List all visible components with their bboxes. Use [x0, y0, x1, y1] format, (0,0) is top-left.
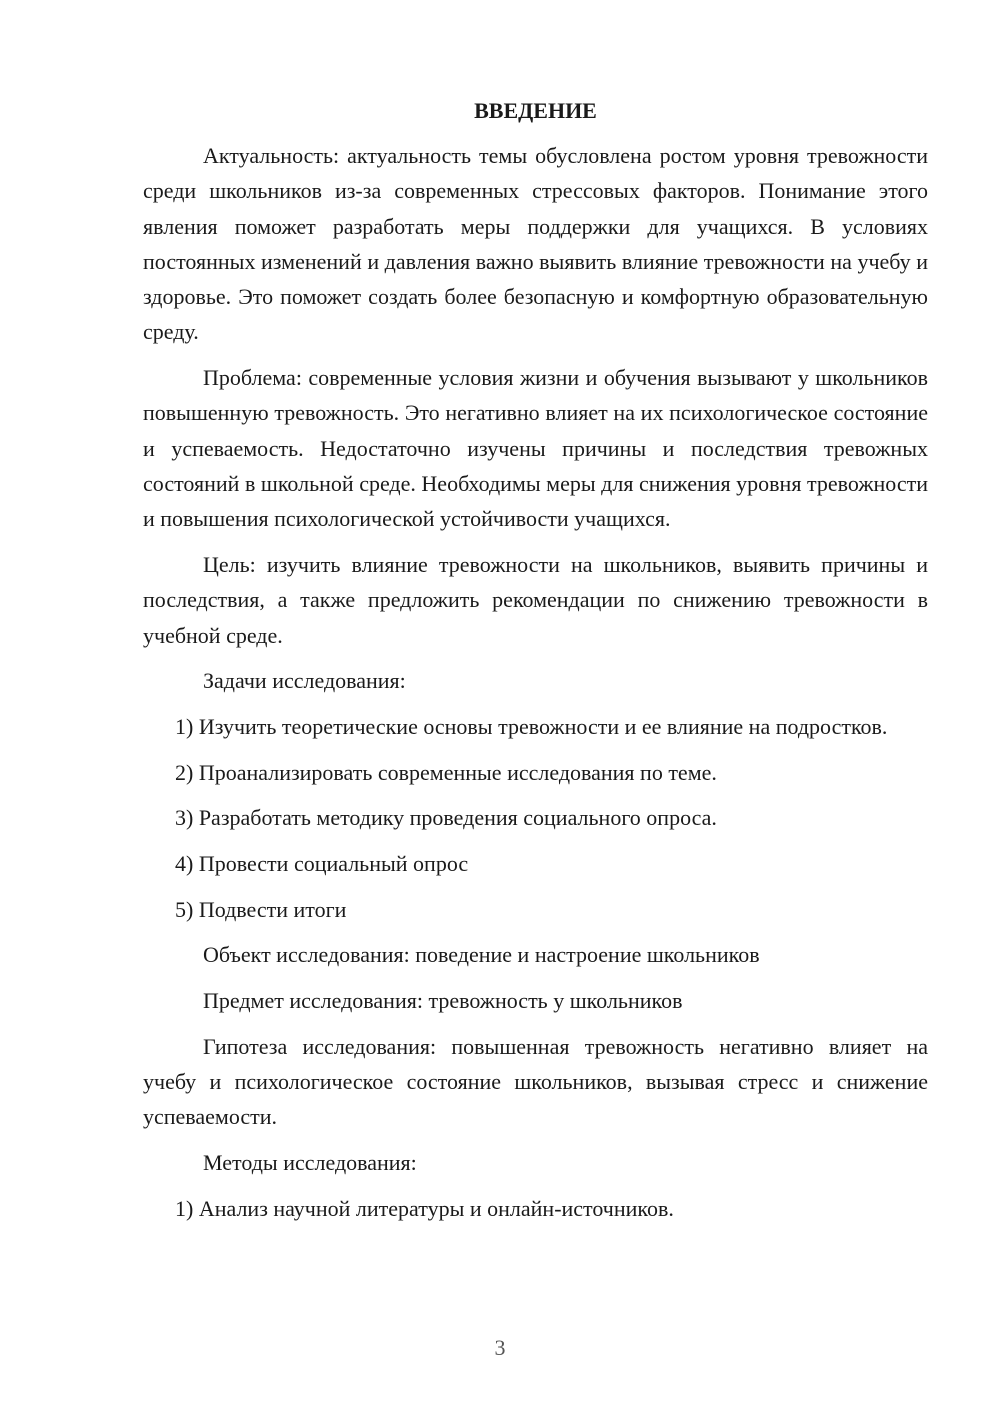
tasks-title: Задачи исследования: [203, 668, 406, 694]
goal-paragraph: Цель: изучить влияние тревожности на школьников, выявить причины и последствия, а также предложить рекомендации по снижению тревожности в учебной среде. [143, 552, 928, 648]
task-item-5: 5) Подвести итоги [175, 896, 347, 922]
hypothesis-paragraph: Гипотеза исследования: повышенная тревожность негативно влияет на учебу и психологическое состояние школьников, вызывая стресс и снижение успеваемости. [143, 1033, 928, 1130]
object-paragraph: Объект исследования: поведение и настроение школьников [203, 942, 760, 968]
problem-paragraph: Проблема: современные условия жизни и обучения вызывают у школьников повышенную тревожность. Это негативно влияет на их психологическое состояние и успеваемость. Недостаточно изучены причины и последствия тревожных состояний в школьной среде. Необходимы меры для снижения уровня тревожности и повышения психологической устойчивости учащихся. [143, 365, 928, 532]
document-body [143, 93, 928, 1236]
page-number: 3 [494, 1335, 506, 1360]
relevance-paragraph: Актуальность: актуальность темы обусловлена ростом уровня тревожности среди школьников из-за современных стрессовых факторов. Понимание этого явления поможет разработать меры поддержки для учащихся. В условиях постоянных изменений и давления важно выявить влияние тревожности на учебу и здоровье. Это поможет создать более безопасную и комфортную образовательную среду. [143, 143, 928, 345]
methods-title: Методы исследования: [203, 1150, 417, 1176]
task-item-4: 4) Провести социальный опрос [175, 851, 469, 877]
task-item-2: 2) Проанализировать современные исследования по теме. [175, 759, 717, 785]
subject-paragraph: Предмет исследования: тревожность у школьников [203, 988, 683, 1014]
task-item-1: 1) Изучить теоретические основы тревожности и ее влияние на подростков. [175, 714, 888, 740]
task-item-3: 3) Разработать методику проведения социального опроса. [175, 805, 717, 831]
section-heading: ВВЕДЕНИЕ [474, 98, 597, 123]
method-item-1: 1) Анализ научной литературы и онлайн-источников. [175, 1195, 674, 1221]
